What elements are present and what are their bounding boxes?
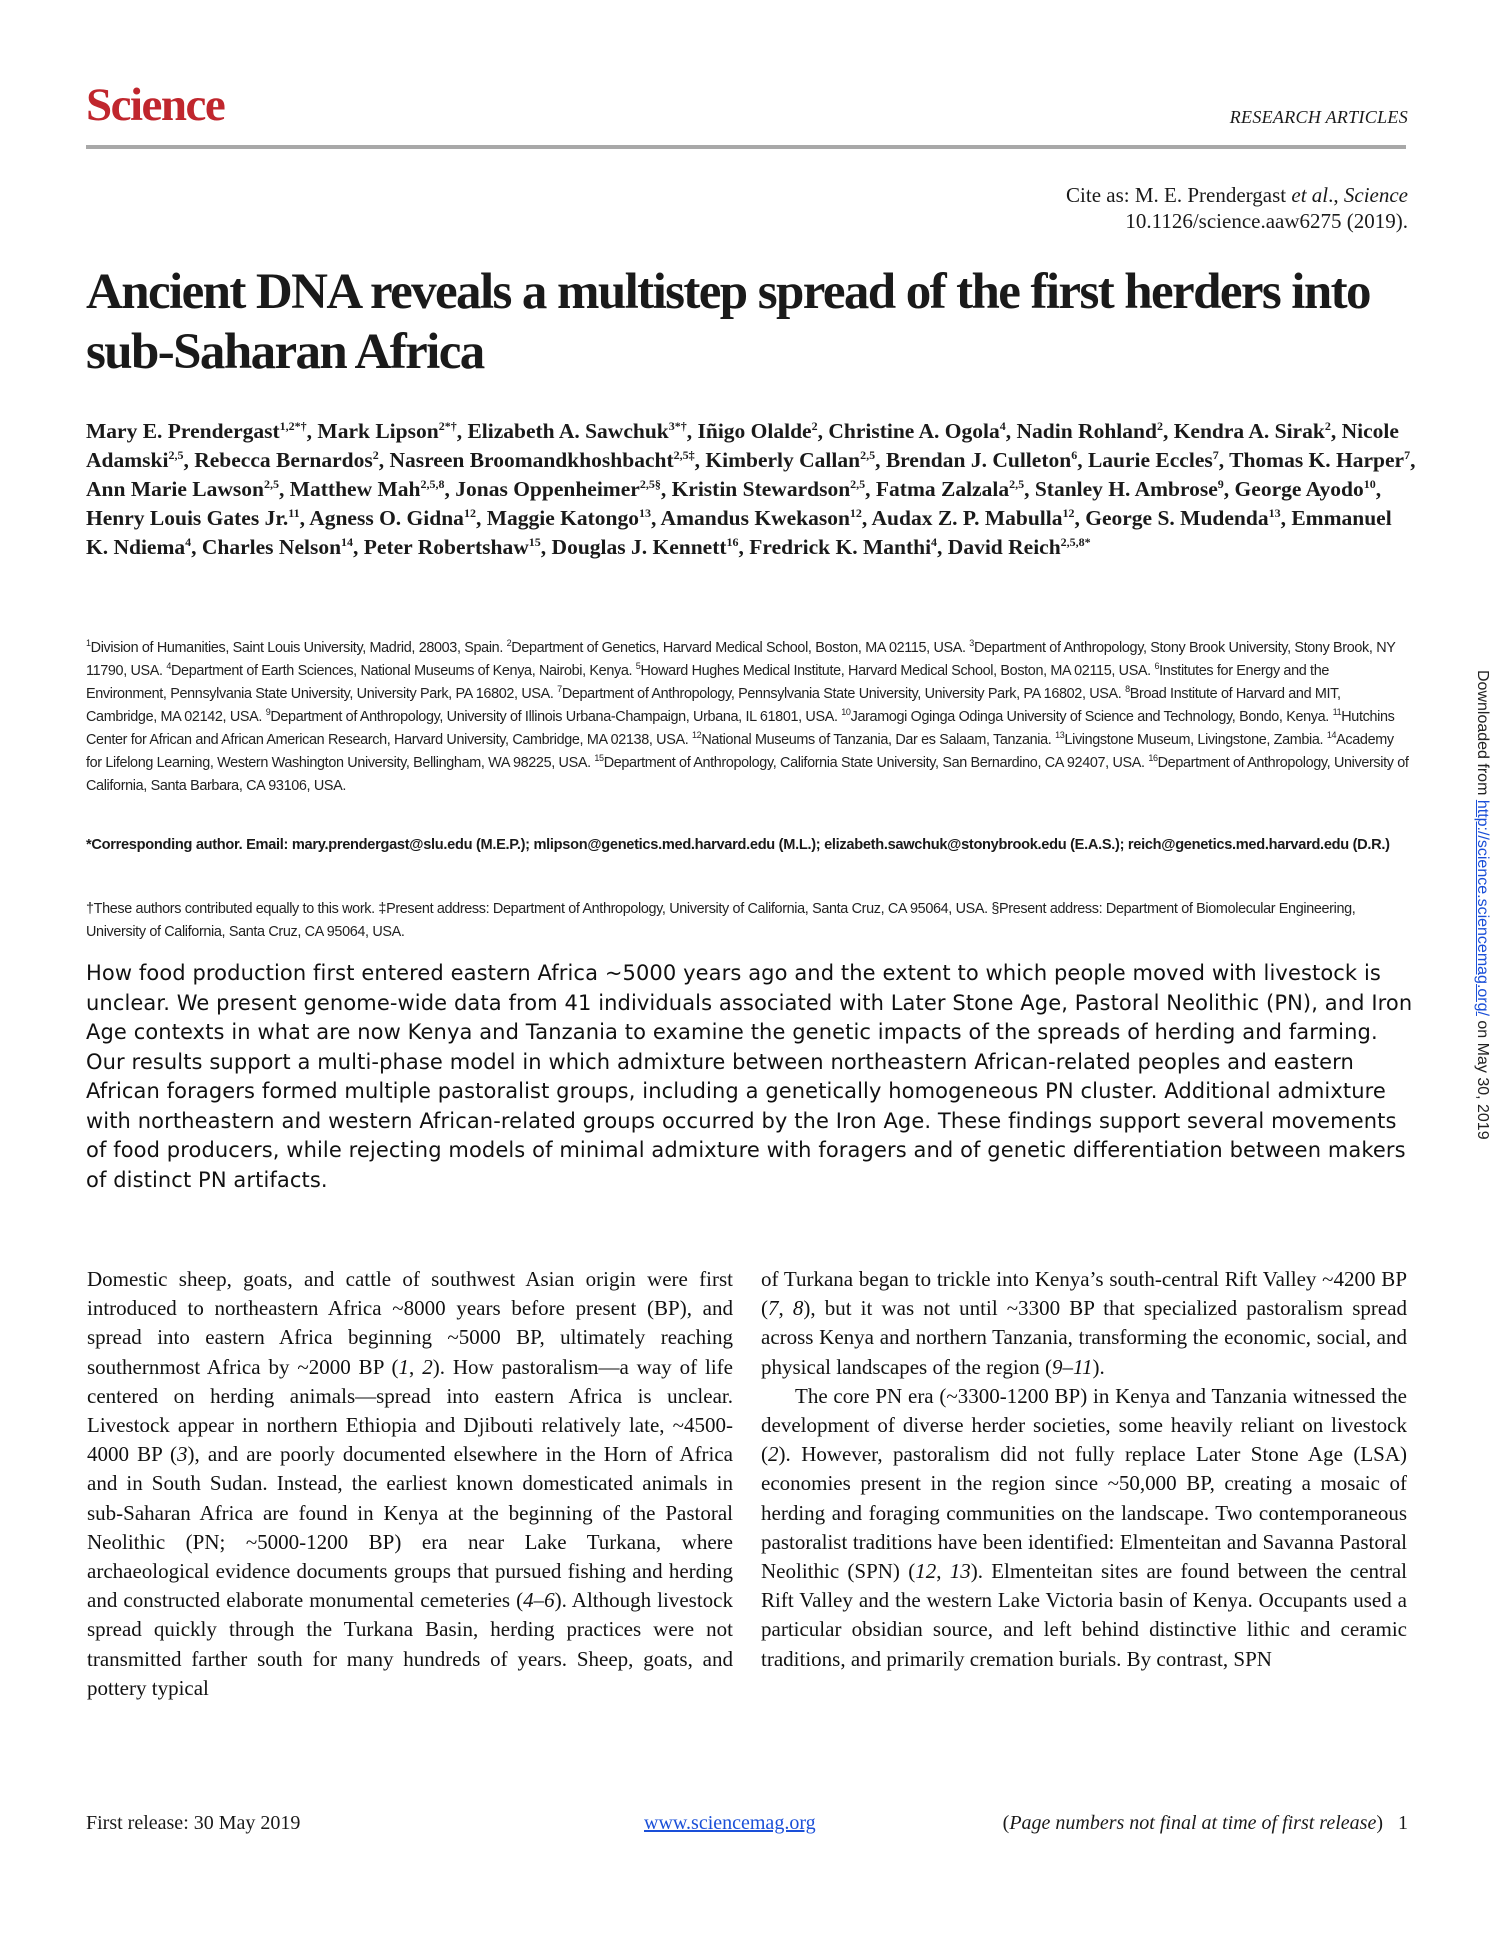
author-affiliation-marker: 4	[185, 534, 192, 549]
affiliation-number: 6	[1154, 661, 1160, 672]
author-name: Rebecca Bernardos	[194, 448, 373, 472]
affiliation-number: 7	[557, 684, 562, 695]
reference-citation[interactable]: 9–11	[1052, 1354, 1093, 1379]
author-name: Audax Z. P. Mabulla	[871, 506, 1063, 530]
author-name: Charles Nelson	[201, 535, 342, 559]
citation-prefix: Cite as: M. E. Prendergast	[1066, 183, 1292, 207]
body-text: ). However, pastoralism did not fully replace Later Stone Age (LSA) economies present in the region since ~50,000 BP, creating a mosaic of herding and foraging communities on the landscape. Two contemporaneous pastoralist traditions have been identified: Elmenteitan and Savanna Pastoral Neolithic (SPN) (	[761, 1442, 1407, 1584]
body-text: ,	[778, 1296, 793, 1321]
author-name: Jonas Oppenheimer	[455, 477, 640, 501]
author-affiliation-marker: 16	[726, 534, 739, 549]
body-text: The core PN era (~3300-1200 BP) in Kenya and Tanzania witnessed the development of diverse herder societies, some heavily reliant on livestock (	[761, 1383, 1407, 1467]
download-note-text	[1472, 670, 1492, 1140]
body-text: ). How pastoralism—a way of life centered on herding animals—spread into eastern Africa is unclear. Livestock appear in northern Ethiopia and Djibouti relatively late, ~4500-4000 BP (	[87, 1354, 733, 1467]
author-name: Kimberly Callan	[705, 448, 861, 472]
author-name: Iñigo Olalde	[697, 419, 812, 443]
author-affiliation-marker: 12	[849, 505, 862, 520]
affiliation-number: 15	[594, 753, 604, 764]
author-footnote: †These authors contributed equally to this work. ‡Present address: Department of Anthropology, University of California, Santa Cruz, CA 95064, USA. §Present address: Department of Biomolecular Engineering, University of California, Santa Cruz, CA 95064, USA.	[86, 901, 1356, 940]
affiliation-text: Department of Anthropology, University of Illinois Urbana-Champaign, Urbana, IL 61801, USA.	[270, 709, 838, 725]
affiliation-number: 12	[692, 730, 702, 741]
affiliation-number: 10	[841, 707, 851, 718]
body-text: ), and are poorly documented elsewhere in the Horn of Africa and in South Sudan. Instead, the earliest known domesticated animals in sub-Saharan Africa are found in Kenya at the beginning of the Pastoral Neolithic (PN; ~5000-1200 BP) era near Lake Turkana, where archaeological evidence documents groups that pursued fishing and herding and constructed elaborate monumental cemeteries (	[87, 1442, 733, 1613]
author-affiliation-marker: 2,5,8*	[1060, 534, 1091, 549]
body-paragraph	[87, 1265, 733, 1703]
author-name: Maggie Katongo	[486, 506, 639, 530]
author-name: George Ayodo	[1234, 477, 1364, 501]
body-text: ,	[936, 1559, 950, 1584]
author-affiliation-marker: 2,5	[263, 476, 279, 491]
affiliation-text: Institutes for Energy and the Environment, Pennsylvania State University, University Park, PA 16802, USA.	[86, 663, 1329, 702]
affiliation-text: Department of Anthropology, California State University, San Bernardino, CA 92407, USA.	[603, 755, 1145, 771]
author-name: Douglas J. Kennett	[551, 535, 727, 559]
author-affiliation-marker: 11	[288, 505, 300, 520]
author-affiliation-marker: 2,5§	[639, 476, 661, 491]
reference-citation[interactable]: 13	[949, 1559, 971, 1584]
author-affiliation-marker: 4	[999, 418, 1006, 433]
affiliation-text: Division of Humanities, Saint Louis University, Madrid, 28003, Spain.	[90, 640, 503, 656]
article-title: Ancient DNA reveals a multistep spread of the first herders into sub-Saharan Africa	[86, 264, 1370, 380]
body-text: Domestic sheep, goats, and cattle of southwest Asian origin were first introduced to northeastern Africa ~8000 years before present (BP), and spread into eastern Africa beginning ~5000 BP, ultimately reaching southernmost Africa by ~2000 BP (	[87, 1267, 733, 1379]
body-paragraph	[761, 1382, 1407, 1674]
author-name: Laurie Eccles	[1087, 448, 1213, 472]
release-date: First release: 30 May 2019	[86, 1812, 301, 1834]
author-affiliation-marker: 2	[372, 447, 379, 462]
header-divider	[86, 145, 1406, 149]
author-name: Mark Lipson	[317, 419, 439, 443]
reference-citation[interactable]: 2	[768, 1442, 779, 1467]
page-number: 1	[1398, 1812, 1408, 1834]
affiliation-number: 9	[265, 707, 271, 718]
section-label: RESEARCH ARTICLES	[1229, 107, 1408, 127]
author-name: Kendra A. Sirak	[1173, 419, 1325, 443]
citation-journal: Science	[1343, 183, 1408, 207]
author-affiliation-marker: 1,2*†	[279, 418, 307, 433]
author-affiliation-marker: 13	[638, 505, 651, 520]
author-affiliation-marker: 3*†	[668, 418, 687, 433]
author-name: Henry Louis Gates Jr.	[86, 506, 289, 530]
abstract: How food production first entered eastern Africa ~5000 years ago and the extent to which people moved with livestock is unclear. We present genome-wide data from 41 individuals associated with Later Stone Age, Pastoral Neolithic (PN), and Iron Age contexts in what are now Kenya and Tanzania to examine the genetic impacts of the spreads of herding and farming. Our results support a multi-phase model in which admixture between northeastern African-related peoples and eastern African foragers formed multiple pastoralist groups, including a genetically homogeneous PN cluster. Additional admixture with northeastern and western African-related groups occurred by the Iron Age. These findings support several movements of food producers, while rejecting models of minimal admixture with foragers and of genetic differentiation between makers of distinct PN artifacts.	[86, 961, 1413, 1192]
affiliation-text: Department of Genetics, Harvard Medical School, Boston, MA 02115, USA.	[511, 640, 966, 656]
affiliation-number: 5	[635, 661, 641, 672]
citation-block	[1066, 182, 1408, 234]
author-affiliation-marker: 2*†	[438, 418, 457, 433]
affiliations	[86, 637, 1411, 798]
citation-et-al: et al	[1291, 183, 1329, 207]
author-affiliation-marker: 2,5	[1009, 476, 1025, 491]
reference-citation[interactable]: 8	[792, 1296, 804, 1321]
affiliation-text: National Museums of Tanzania, Dar es Salaam, Tanzania.	[701, 732, 1052, 748]
author-name: Kristin Stewardson	[671, 477, 851, 501]
journal-logo: Science	[86, 79, 225, 131]
author-name: Peter Robertshaw	[363, 535, 529, 559]
body-paragraph	[761, 1265, 1407, 1382]
download-note-prefix: Downloaded from	[1474, 670, 1491, 800]
affiliation-text: Howard Hughes Medical Institute, Harvard Medical School, Boston, MA 02115, USA.	[640, 663, 1151, 679]
citation-separator: .,	[1328, 183, 1344, 207]
affiliation-number: 14	[1326, 730, 1337, 741]
reference-citation[interactable]: 2	[422, 1354, 433, 1379]
affiliation-text: Livingstone Museum, Livingstone, Zambia.	[1064, 732, 1324, 748]
author-affiliation-marker: 15	[528, 534, 541, 549]
author-affiliation-marker: 12	[463, 505, 476, 520]
affiliation-number: 16	[1148, 753, 1158, 764]
affiliation-text: Broad Institute of Harvard and MIT, Cambridge, MA 02142, USA.	[86, 686, 1341, 725]
affiliation-number: 4	[166, 661, 171, 672]
reference-citation[interactable]: 4–6	[523, 1588, 555, 1613]
affiliation-text: Hutchins Center for African and African American Research, Harvard University, Cambridge, MA 02138, USA.	[86, 709, 1395, 748]
author-affiliation-marker: 2	[811, 418, 818, 433]
author-affiliation-marker: 2,5‡	[673, 447, 695, 462]
corresponding-author: *Corresponding author. Email: mary.prendergast@slu.edu (M.E.P.); mlipson@genetics.med.harvard.edu (M.L.); elizabeth.sawchuk@stonybrook.edu (E.A.S.); reich@genetics.med.harvard.edu (D.R.)	[86, 837, 1390, 853]
author-name: Emmanuel K. Ndiema	[86, 506, 1392, 559]
author-affiliation-marker: 14	[341, 534, 354, 549]
website-link[interactable]: www.sciencemag.org	[644, 1812, 816, 1834]
author-name: George S. Mudenda	[1085, 506, 1269, 530]
affiliation-text: Department of Earth Sciences, National Museums of Kenya, Nairobi, Kenya.	[171, 663, 633, 679]
affiliation-text: Department of Anthropology, Stony Brook University, Stony Brook, NY 11790, USA.	[86, 640, 1396, 679]
author-name: Nicole Adamski	[86, 419, 1399, 472]
author-affiliation-marker: 2	[1156, 418, 1163, 433]
author-name: Agness O. Gidna	[309, 506, 464, 530]
body-column-right	[761, 1265, 1407, 1674]
author-affiliation-marker: 2	[1324, 418, 1331, 433]
body-text: ), but it was not until ~3300 BP that specialized pastoralism spread across Kenya and northern Tanzania, transforming the economic, social, and physical landscapes of the region (	[761, 1296, 1408, 1379]
author-affiliation-marker: 2,5,8	[420, 476, 445, 491]
affiliation-text: Department of Anthropology, University of California, Santa Barbara, CA 93106, USA.	[86, 755, 1409, 794]
affiliation-text: Academy for Lifelong Learning, Western Washington University, Bellingham, WA 98225, USA.	[86, 732, 1394, 771]
body-text: ).	[1092, 1354, 1105, 1379]
affiliation-number: 11	[1332, 707, 1342, 718]
author-name: David Reich	[947, 535, 1061, 559]
reference-citation[interactable]: 1	[398, 1354, 410, 1379]
author-affiliation-marker: 2,5	[860, 447, 876, 462]
author-name: Nadin Rohland	[1016, 419, 1157, 443]
affiliation-number: 2	[506, 638, 512, 649]
author-name: Thomas K. Harper	[1229, 448, 1405, 472]
author-name: Fredrick K. Manthi	[749, 535, 932, 559]
body-text: ). Elmenteitan sites are found between the central Rift Valley and the western Lake Victoria basin of Kenya. Occupants used a particular obsidian source, and left behind distinctive lithic and ceramic traditions, and primarily cremation burials. By contrast, SPN	[761, 1559, 1407, 1671]
affiliation-number: 13	[1055, 730, 1065, 741]
author-affiliation-marker: 7	[1212, 447, 1219, 462]
citation-doi: 10.1126/science.aaw6275 (2019).	[1125, 209, 1408, 233]
page-footer-note: (Page numbers not final at time of first release) 1	[1002, 1812, 1408, 1834]
author-affiliation-marker: 2,5	[168, 447, 184, 462]
body-column-left	[87, 1265, 733, 1703]
author-name: Matthew Mah	[289, 477, 421, 501]
download-source-link[interactable]: http://science.sciencemag.org/	[1474, 799, 1491, 1016]
body-text: of Turkana began to trickle into Kenya’s south-central Rift Valley ~4200 BP (	[761, 1267, 1407, 1321]
author-affiliation-marker: 7	[1404, 447, 1411, 462]
author-name: Mary E. Prendergast	[86, 419, 280, 443]
body-text: ,	[409, 1354, 423, 1379]
author-name: Ann Marie Lawson	[86, 477, 264, 501]
affiliation-text: Jaramogi Oginga Odinga University of Science and Technology, Bondo, Kenya.	[850, 709, 1329, 725]
author-affiliation-marker: 6	[1071, 447, 1078, 462]
body-text: ). Although livestock spread quickly through the Turkana Basin, herding practices were not transmitted farther south for many hundreds of years. Sheep, goats, and pottery typical	[87, 1588, 733, 1700]
author-affiliation-marker: 13	[1268, 505, 1281, 520]
author-name: Brendan J. Culleton	[885, 448, 1072, 472]
affiliation-number: 8	[1125, 684, 1130, 695]
affiliation-number: 1	[86, 638, 91, 649]
author-affiliation-marker: 9	[1217, 476, 1224, 491]
reference-citation[interactable]: 12	[915, 1559, 937, 1584]
author-name: Christine A. Ogola	[828, 419, 1000, 443]
download-note-suffix: on May 30, 2019	[1474, 1015, 1491, 1140]
author-affiliation-marker: 10	[1363, 476, 1376, 491]
download-note	[1462, 670, 1500, 1250]
author-name: Fatma Zalzala	[875, 477, 1010, 501]
citation-line	[1066, 182, 1408, 208]
reference-citation[interactable]: 3	[177, 1442, 188, 1467]
author-name: Elizabeth A. Sawchuk	[467, 419, 669, 443]
author-name: Stanley H. Ambrose	[1034, 477, 1218, 501]
author-name: Nasreen Broomandkhoshbacht	[389, 448, 674, 472]
page-number-note: Page numbers not final at time of first release	[1009, 1812, 1377, 1834]
author-affiliation-marker: 4	[931, 534, 938, 549]
author-list: Mary E. Prendergast$^{1,2*\dagger}$, Mark Lipson$^{2*\dagger}$, Elizabeth A. Sawchuk$^{3*\dagger}$, Iñigo Olalde$^2$, Christine A. Ogola$^4$, Nadin Rohland$^2$, Kendra A. Sirak$^2$, Nicole Adamski$^{2,5}$, Rebecca Bernardos$^2$, Nasreen Broomandkhoshbacht$^{2,5\ddagger}$, Kimberly Callan$^{2,5}$, Brendan J. Culleton$^6$, Laurie Eccles$^7$, Thomas K. Harper$^7$, Ann Marie Lawson$^{2,5}$, Matthew Mah$^{2,5,8}$, Jonas Oppenheimer$^{2,5\S}$, Kristin Stewardson$^{2,5}$, Fatma Zalzala$^{2,5}$, Stanley H. Ambrose$^9$, George Ayodo$^{10}$, Henry Louis Gates Jr.$^{11}$, Agness O. Gidna$^{12}$, Maggie Katongo$^{13}$, Amandus Kwekason$^{12}$, Audax Z. P. Mabulla$^{12}$, George S. Mudenda$^{13}$, Emmanuel K. Ndiema$^4$, Charles Nelson$^{14}$, Peter Robertshaw$^{15}$, Douglas J. Kennett$^{16}$, Fredrick K. Manthi$^4$, David Reich$^{2,5,8*}$	[86, 418, 1416, 559]
reference-citation[interactable]: 7	[768, 1296, 779, 1321]
author-affiliation-marker: 12	[1062, 505, 1075, 520]
author-affiliation-marker: 2,5	[850, 476, 866, 491]
author-name: Amandus Kwekason	[660, 506, 850, 530]
affiliation-text: Department of Anthropology, Pennsylvania State University, University Park, PA 16802, USA.	[561, 686, 1122, 702]
affiliation-number: 3	[969, 638, 974, 649]
